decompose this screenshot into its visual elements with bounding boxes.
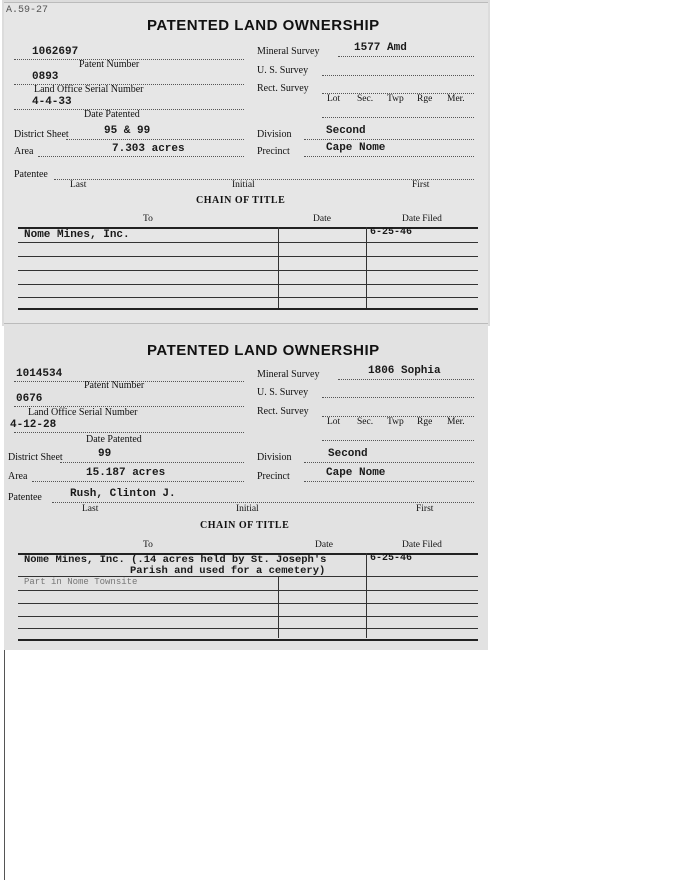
precinct-value: Cape Nome [326,142,386,154]
serial-number-label: Land Office Serial Number [34,84,144,95]
patent-number-value: 1014534 [16,368,63,380]
table-row-1-to: Nome Mines, Inc. [24,229,130,241]
mineral-survey-label: Mineral Survey [257,46,320,57]
date-patented-label: Date Patented [84,109,140,120]
rect-survey-label: Rect. Survey [257,83,309,94]
area-label: Area [8,471,28,482]
table-row-1-date-filed: 6-25-46 [370,553,413,564]
card-title: PATENTED LAND OWNERSHIP [147,17,380,34]
col-to-header: To [143,540,153,550]
townsite-note: Part in Nome Townsite [24,577,138,587]
precinct-label: Precinct [257,146,290,157]
serial-number-label: Land Office Serial Number [28,407,138,418]
rge-label: Rge [417,417,433,427]
first-label: First [412,180,430,190]
sec-label: Sec. [357,94,374,104]
patent-number-label: Patent Number [84,380,145,391]
corner-note: A.59-27 [6,5,49,16]
lot-label: Lot [327,94,341,104]
rge-label: Rge [417,94,433,104]
date-patented-value: 4-12-28 [10,419,57,431]
col-to-header: To [143,214,153,224]
division-label: Division [257,452,292,463]
precinct-label: Precinct [257,471,290,482]
district-sheet-label: District Sheet [8,452,63,463]
precinct-value: Cape Nome [326,467,386,479]
first-label: First [416,504,434,514]
table-row-1-to: Nome Mines, Inc. (.14 acres held by St. Joseph's [24,554,327,566]
serial-number-value: 0893 [32,71,59,83]
col-datefiled-header: Date Filed [402,540,442,550]
area-label: Area [14,146,34,157]
us-survey-label: U. S. Survey [257,387,309,398]
division-value: Second [328,448,368,460]
table-row-1-to-continued: Parish and used for a cemetery) [130,565,326,577]
mer-label: Mer. [447,417,465,427]
patent-number-label: Patent Number [79,59,140,70]
mer-label: Mer. [447,94,465,104]
rect-survey-label: Rect. Survey [257,406,309,417]
district-sheet-value: 95 & 99 [104,125,151,137]
col-datefiled-header: Date Filed [402,214,442,224]
patent-number-value: 1062697 [32,46,79,58]
chain-table [18,536,478,636]
col-date-header: Date [313,214,331,224]
last-label: Last [82,504,99,514]
sec-label: Sec. [357,417,374,427]
chain-of-title-heading: CHAIN OF TITLE [200,520,290,531]
patentee-label: Patentee [14,169,48,180]
patentee-label: Patentee [8,492,42,503]
table-row-1-date-filed: 6-25-46 [370,227,413,238]
initial-label: Initial [232,180,255,190]
district-sheet-value: 99 [98,448,112,460]
ownership-card-1 [4,2,488,325]
card-title: PATENTED LAND OWNERSHIP [147,342,380,359]
col-date-header: Date [315,540,333,550]
last-label: Last [70,180,87,190]
date-patented-label: Date Patented [86,434,142,445]
mineral-survey-label: Mineral Survey [257,369,320,380]
initial-label: Initial [236,504,259,514]
area-value: 7.303 acres [112,143,185,155]
mineral-survey-value: 1577 Amd [354,42,407,54]
twp-label: Twp [387,417,404,427]
division-label: Division [257,129,292,140]
ownership-card-2 [4,323,488,650]
date-patented-value: 4-4-33 [32,96,72,108]
chain-of-title-heading: CHAIN OF TITLE [196,195,286,206]
area-value: 15.187 acres [86,467,166,479]
division-value: Second [326,125,366,137]
serial-number-value: 0676 [16,393,43,405]
patentee-last-value: Rush, Clinton J. [70,488,176,500]
lot-label: Lot [327,417,341,427]
twp-label: Twp [387,94,404,104]
us-survey-label: U. S. Survey [257,65,309,76]
mineral-survey-value: 1806 Sophia [368,365,441,377]
chain-table [18,211,478,311]
district-sheet-label: District Sheet [14,129,69,140]
